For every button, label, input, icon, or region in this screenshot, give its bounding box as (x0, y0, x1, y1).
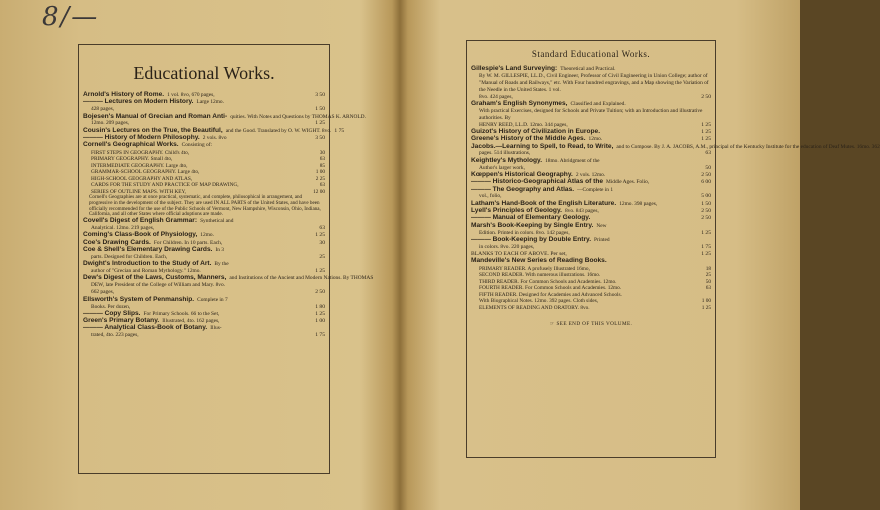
entry-title: Keightley's Mythology. (471, 156, 543, 164)
cornell-item-price: 2 25 (315, 175, 325, 182)
entry-desc: 1 vol. 8vo, 670 pages, (167, 92, 215, 98)
entry-line (471, 66, 711, 73)
entry-desc2: 12mo. 209 pages, (91, 120, 130, 127)
entry-price: 3 50 (315, 92, 325, 98)
entry-price: 1 25 (701, 121, 711, 128)
catalog-entry (471, 158, 711, 172)
entry-line (471, 223, 711, 230)
entry-title: Kœppen's Historical Geography. (471, 170, 573, 178)
entry-price: 2 50 (701, 215, 711, 222)
entry-price: 1 50 (315, 106, 325, 113)
mandeville-item-price: 63 (705, 285, 711, 292)
entry-desc: 12mo. (588, 136, 603, 143)
right-page (466, 40, 880, 458)
entry-desc2: Edition. Printed in colors. 8vo. 142 pages, (479, 229, 570, 236)
entry-desc: For Children. In 10 parts. Each, (153, 239, 223, 246)
entry-price: 25 (319, 253, 325, 260)
mandeville-item-price: 1 25 (701, 304, 711, 311)
entry-price: 1 25 (701, 136, 711, 143)
entry-desc2: By W. M. GILLESPIE, LL.D., Civil Engineer, Professor of Civil Engineering in Union College; author of "Manual of Roads and Railways," etc. With Four hundred engravings, and a Map showing the Variation of the Needle in the United States. 1 vol. (479, 72, 709, 93)
entry-title: ——— Book-Keeping by Double Entry. (471, 235, 592, 243)
entry-title: Coe & Shell's Elementary Drawing Cards. (83, 246, 213, 254)
entry-desc: 8vo. 843 pages, (564, 208, 599, 215)
cornell-item-label: GRAMMAR-SCHOOL GEOGRAPHY. Large 4to, (91, 169, 200, 176)
entry-title: Guizot's History of Civilization in Europe. (471, 127, 601, 135)
entry-title: ——— Lectures on Modern History. (83, 98, 194, 106)
cornell-item-price: 30 (319, 149, 325, 156)
entry-price-line (471, 244, 711, 251)
entry-desc: and the Good. Translated by O. W. WIGHT. 8vo. (225, 127, 332, 134)
catalog-entry (83, 112, 366, 128)
mandeville-item-price: 50 (705, 278, 711, 285)
entry-line (83, 297, 325, 304)
entry-desc2: parts. Designed for Children. Each, (91, 253, 168, 260)
entry-line (471, 142, 880, 151)
entry-desc: Printed (594, 236, 610, 243)
cornell-item-label: HIGH-SCHOOL GEOGRAPHY AND ATLAS, (91, 175, 193, 182)
entry-desc3: 662 pages, (91, 289, 115, 296)
mandeville-item-label: ELEMENTS OF READING AND ORATORY. 8vo. (479, 304, 590, 311)
entry-title: Lyell's Principles of Geology. (471, 207, 562, 215)
entry-price: 63 (319, 225, 325, 232)
entry-title: ——— The Geography and Atlas. (471, 185, 575, 193)
entry-title: ——— Manual of Elementary Geology. (471, 214, 591, 222)
entry-price: 50 (705, 164, 711, 171)
catalog-entry (471, 223, 711, 237)
entry-desc2: Analytical. 12mo. 219 pages, (91, 225, 155, 232)
left-page (78, 44, 374, 474)
entry-desc3: HENRY REED, LL.D. 12mo. 344 pages, (479, 121, 568, 128)
mandeville-item-price: 18 (705, 265, 711, 272)
entry-title: ——— Copy Slips. (83, 309, 141, 317)
entry-desc: Synthetical and (200, 218, 234, 225)
entry-line (83, 325, 325, 332)
entry-price: 1 80 (315, 303, 325, 310)
mandeville-item-label: With Biographical Notes. 12mo. 392 pages. Cloth sides, (479, 298, 599, 305)
catalog-entry (471, 237, 711, 251)
entry-desc2: vol., folio, (479, 193, 502, 200)
entry-price: 1 75 (334, 127, 345, 134)
entry-desc: Complete in 7 (197, 296, 228, 303)
catalog-entry (471, 101, 711, 129)
entry-price: 2 50 (701, 93, 711, 100)
entry-line (471, 158, 711, 165)
mandeville-item-price: 25 (705, 272, 711, 279)
catalog-entry (471, 142, 880, 158)
right-entries-list (471, 65, 880, 251)
entry-desc2: pages. 514 illustrations, (479, 150, 531, 157)
mandeville-item-price: 1 00 (701, 298, 711, 305)
left-page-title: Educational Works. (133, 63, 275, 83)
entry-desc: For Primary Schools. 66 to the Set, (143, 310, 220, 317)
cornell-item-label: INTERMEDIATE GEOGRAPHY. Large 4to, (91, 162, 188, 169)
cornell-item-price: 85 (319, 162, 325, 169)
cornell-item-price: 12 00 (313, 188, 325, 195)
entry-title: Gillespie's Land Surveying: (471, 65, 558, 72)
entry-title: Marsh's Book-Keeping by Single Entry. (471, 221, 594, 229)
entry-desc2: DEW, late President of the College of William and Mary. 8vo. (91, 282, 226, 289)
entry-desc2: author of "Grecian and Roman Mythology." 12mo. (91, 268, 201, 275)
left-entries2-list (83, 217, 374, 339)
entry-title: Jacobs.—Learning to Spell, to Read, to Write, (471, 142, 614, 150)
blanks-price: 1 25 (701, 251, 711, 258)
entry-line (83, 218, 325, 225)
entry-desc: 2 vols. 8vo (202, 135, 227, 141)
entry-price: 1 75 (701, 243, 711, 250)
entry-title: Dew's Digest of the Laws, Customs, Manners, (83, 274, 227, 282)
entry-title: Graham's English Synonymes, (471, 99, 568, 107)
right-page-title: Standard Educational Works. (531, 49, 651, 59)
entry-desc: —Complete in 1 (577, 186, 614, 193)
entry-title: Bojesen's Manual of Grecian and Roman Anti- (83, 112, 228, 120)
catalog-entry (83, 261, 325, 275)
entry-desc: 2 vols. 12mo. (575, 171, 606, 178)
entry-price: 2 50 (701, 208, 711, 215)
entry-desc: 12mo. (200, 232, 214, 239)
entry-title: ——— History of Modern Philosophy. (83, 134, 200, 141)
entry-desc: New (596, 222, 607, 229)
catalog-entry (83, 142, 325, 149)
entry-line (83, 142, 325, 149)
entry-title: Cousin's Lectures on the True, the Beautiful, (83, 126, 223, 134)
entry-desc2: 428 pages, (91, 106, 115, 113)
entry-desc: Illus- (210, 325, 222, 332)
cornell-items-list (83, 150, 325, 196)
entry-price: 1 00 (315, 318, 325, 325)
entry-title: Coe's Drawing Cards. (83, 238, 151, 246)
mandeville-head: Mandeville's New Series of Reading Books. (471, 257, 607, 265)
entry-title: Covell's Digest of English Grammar: (83, 217, 198, 225)
entry-title: ——— Historico-Geographical Atlas of the (471, 178, 604, 186)
entry-desc: quities. With Notes and Questions by THOMAS K. ARNOLD. (230, 113, 366, 120)
entry-desc: Theoretical and Practical. (560, 66, 616, 72)
entry-line (83, 247, 325, 254)
entry-price: 1 75 (315, 332, 325, 339)
entry-title: Dwight's Introduction to the Study of Art. (83, 260, 212, 268)
catalog-entry (83, 297, 325, 311)
end-note: ☞ SEE END OF THIS VOLUME. (549, 321, 633, 328)
mandeville-item-label: THIRD READER. For Common Schools and Academies. 12mo. (479, 278, 617, 285)
entry-title: Green's Primary Botany. (83, 317, 160, 325)
entry-desc: Middle Ages. Folio, (606, 179, 650, 186)
entry-line (83, 112, 366, 121)
handwritten-note: 8/— (42, 2, 100, 32)
entry-price: 30 (319, 239, 325, 246)
entry-price-line (83, 332, 325, 339)
entry-desc: Illustrated, 4to. 162 pages, (162, 318, 220, 325)
entry-desc: and to Compose. By J. A. JACOBS, A.M., principal of the Kentucky Institute for the education of Deaf Mutes. 16mo. 362 (616, 143, 880, 150)
entry-line (471, 237, 711, 244)
entry-desc: 18mo. Abridgment of the (545, 157, 600, 164)
entry-desc2: Books. Per dozen, (91, 303, 131, 310)
entry-price: 3 50 (315, 135, 325, 141)
entry-desc2: Author's larger work, (479, 164, 525, 171)
entry-desc: By the (214, 261, 229, 268)
catalog-entry (83, 274, 374, 296)
entry-title: Arnold's History of Rome. (83, 91, 165, 98)
mandeville-item-label: FIFTH READER. Designed for Academies and Advanced Schools. (479, 291, 622, 298)
entry-desc: Large 12mo. (196, 99, 224, 106)
entry-desc2: trated, 4to. 223 pages, (91, 332, 139, 339)
entry-desc2: With practical Exercises, designed for Schools and Private Tuition; with an Introduction and illustrative authorities. By (479, 107, 703, 121)
mandeville-item (471, 305, 711, 312)
entry-desc: In 3 (215, 247, 225, 254)
cornell-item-label: PRIMARY GEOGRAPHY. Small 4to, (91, 156, 173, 163)
entry-desc: Consisting of: (181, 142, 213, 149)
mandeville-item-label: PRIMARY READER. A profusely Illustrated 16mo, (479, 265, 590, 272)
catalog-entry (83, 325, 325, 339)
blanks-label: BLANKS TO EACH OF ABOVE. Per set, (471, 251, 567, 258)
mandeville-items-list (471, 266, 711, 312)
cornell-item-price: 63 (319, 156, 325, 163)
entry-title: Greene's History of the Middle Ages. (471, 135, 586, 143)
cornell-item-label: FIRST STEPS IN GEOGRAPHY. Child's 4to, (91, 149, 190, 156)
entry-price: 1 50 (701, 200, 711, 207)
catalog-entry (83, 247, 325, 261)
entry-price: 63 (705, 150, 711, 157)
left-entries-list (83, 91, 366, 149)
cornell-item-price: 1 00 (315, 169, 325, 176)
entry-price: 1 25 (701, 128, 711, 135)
entry-title: Ellsworth's System of Penmanship. (83, 295, 195, 303)
entry-price: 1 25 (701, 229, 711, 236)
entry-price: 6 00 (701, 179, 711, 186)
cornell-item-label: SERIES OF OUTLINE MAPS. WITH KEY, (91, 188, 187, 195)
entry-price: 2 50 (701, 171, 711, 178)
entry-price: 2 50 (315, 289, 325, 296)
entry-price: 1 25 (315, 310, 325, 317)
catalog-entry (471, 187, 711, 201)
cornell-item-label: CARDS FOR THE STUDY AND PRACTICE OF MAP DRAWING, (91, 182, 239, 189)
entry-desc3: 8vo. 424 pages, (479, 93, 513, 100)
catalog-entry (83, 218, 325, 232)
entry-line (83, 99, 325, 106)
entry-price: 1 25 (315, 120, 325, 127)
entry-price: 1 25 (315, 268, 325, 275)
entry-title: ——— Analytical Class-Book of Botany. (83, 324, 208, 332)
catalog-entry (471, 66, 711, 101)
mandeville-item-label: SECOND READER. With numerous illustrations. 16mo. (479, 272, 601, 279)
mandeville-item-label: FOURTH READER. For Common Schools and Academies. 12mo. (479, 285, 622, 292)
entry-title: Latham's Hand-Book of the English Literature. (471, 199, 617, 207)
cornell-note: Cornell's Geographies are at once practical, systematic, and complete, philosophical in arrangement, and progressive in the development of the subject. They are used IN ALL PARTS of the United States, and have been officially recommended for the use of the Public Schools of Vermont, New Hampshire, Wisconsin, Ohio, Indiana, California, and all other States where official adoptions are made. (89, 194, 321, 218)
entry-desc2: in colors. 8vo. 220 pages, (479, 243, 535, 250)
entry-desc: and Institutions of the Ancient and Modern Nations. By THOMAS (229, 275, 374, 282)
cornell-item-price: 63 (319, 182, 325, 189)
entry-desc: 12mo. 398 pages, (619, 200, 658, 207)
catalog-entry (83, 99, 325, 113)
entry-title: Cornell's Geographical Works. (83, 141, 179, 149)
entry-price: 5 00 (701, 193, 711, 200)
entry-title: Coming's Class-Book of Physiology, (83, 231, 198, 239)
entry-price: 1 25 (315, 232, 325, 239)
entry-desc: Classified and Explained. (570, 100, 626, 107)
entry-line (471, 187, 711, 194)
entry-line (471, 101, 711, 108)
